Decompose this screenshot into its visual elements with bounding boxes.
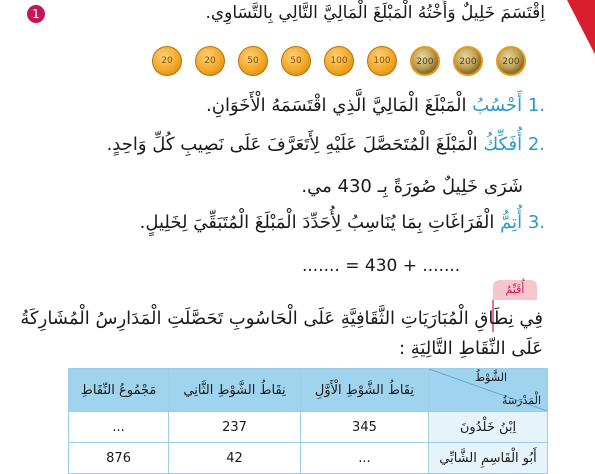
header-total: مَجْمُوعُ النِّقَاطِ: [69, 369, 169, 412]
question-3-text: الْفَرَاغَاتِ بِمَا يُنَاسِبُ لِأُحَدِّدَ الْمَبْلَغَ الْمُتَبَقِّيَ لِخَلِيلٍ.: [139, 212, 501, 233]
coins-row: [152, 46, 530, 78]
total-points: 876: [69, 443, 169, 474]
corner-label-school: الْمَدْرَسَةُ: [502, 394, 541, 407]
task-instruction: اِقْتَسَمَ خَلِيلٌ وَأُخْتُهُ الْمَبْلَغَ الْمَالِيَّ التَّالِي بِالتَّسَاوِي.: [205, 3, 545, 23]
coin-50-icon: 50: [281, 46, 311, 76]
question-2: [107, 134, 545, 155]
question-1-text: الْمَبْلَغَ الْمَالِيَّ الَّذِي اقْتَسَمَهُ الْأَخَوَانِ.: [206, 95, 473, 116]
first-round-points: 345: [300, 412, 428, 443]
second-round-points: 42: [169, 443, 301, 474]
question-1-verb: أَحْسُبُ: [472, 95, 523, 116]
table-row: [69, 412, 548, 443]
task-number-badge: 1: [27, 5, 45, 23]
school-name: اِبْنُ خَلْدُونَ: [429, 412, 548, 443]
evaluate-line-2: عَلَى النِّقَاطِ التَّالِيَةِ :: [398, 338, 543, 359]
coin-100-icon: 100: [324, 46, 354, 76]
coin-20-icon: 20: [152, 46, 182, 76]
table-corner-cell: [429, 369, 548, 412]
coin-100-icon: 100: [367, 46, 397, 76]
second-round-points: 237: [169, 412, 301, 443]
evaluate-line-1: فِي نِطَاقِ الْمُبَارَيَاتِ الثَّقَافِيَّةِ عَلَى الْحَاسُوبِ تَحَصَّلَتِ الْمَدَارِسُ الْمُشَارِكَةُ: [20, 308, 543, 329]
page-corner-decoration: [565, 0, 595, 66]
question-1: [206, 95, 545, 116]
total-points: ...: [69, 412, 169, 443]
evaluate-tag: أُقَيِّمُ: [493, 280, 537, 300]
coin-50-icon: 50: [238, 46, 268, 76]
coin-200-icon: 200: [410, 46, 440, 76]
table-header-row: [69, 369, 548, 412]
question-3-verb: أُتِمُّ: [500, 212, 523, 233]
equation-blanks: ....... = 430 + .......: [302, 256, 461, 276]
question-2-number: .2: [527, 134, 545, 155]
school-name: أَبُو الْقَاسِمِ الشَّابِّي: [429, 443, 548, 474]
coin-200-icon: 200: [453, 46, 483, 76]
coin-200-icon: 200: [496, 46, 526, 76]
statement-text: شَرَى خَلِيلٌ صُورَةً بِـ 430 مي.: [301, 176, 523, 197]
header-first-round: نِقَاطُ الشَّوْطِ الْأَوَّلِ: [300, 369, 428, 412]
corner-label-round: الشَّوْطُ: [474, 371, 507, 384]
first-round-points: ...: [300, 443, 428, 474]
question-3-number: .3: [527, 212, 545, 233]
scores-table: [68, 368, 548, 474]
header-second-round: نِقَاطُ الشَّوْطِ الثَّانِي: [169, 369, 301, 412]
question-2-text: الْمَبْلَغَ الْمُتَحَصَّلَ عَلَيْهِ لِأَتَعَرَّفَ عَلَى نَصِيبِ كُلِّ وَاحِدٍ.: [106, 134, 484, 155]
question-1-number: .1: [527, 95, 545, 116]
table-row: [69, 443, 548, 474]
question-3: [140, 212, 545, 233]
question-2-verb: أُفَكِّكُ: [483, 134, 523, 155]
coin-20-icon: 20: [195, 46, 225, 76]
